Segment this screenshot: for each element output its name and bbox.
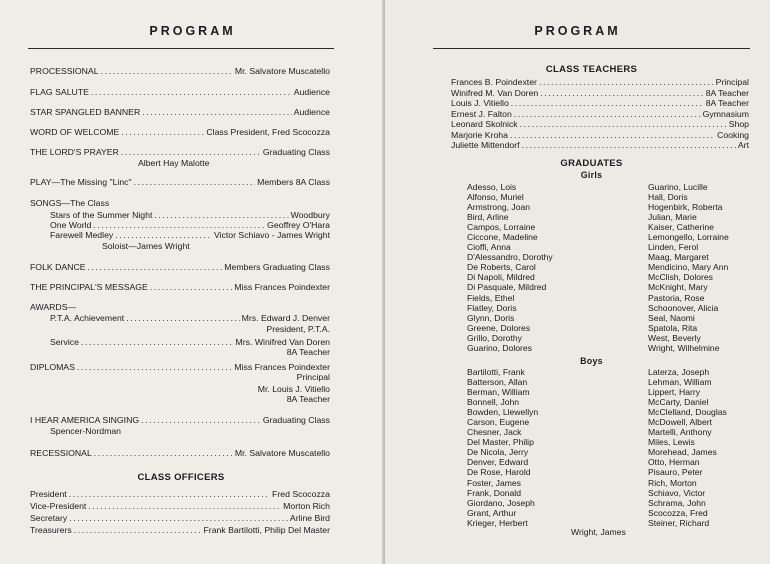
teacher-value: Gymnasium [702,108,749,119]
program-note: Albert Hay Malotte [138,158,210,168]
graduate-name: Hall, Doris [648,192,688,203]
teacher-value: Shop [728,119,749,129]
program-item-row [30,282,330,292]
graduate-name: McDowell, Albert [648,417,712,428]
teacher-row [451,119,749,129]
graduate-name: Alfonso, Muriel [467,192,524,203]
graduate-name: Ciccone, Madeline [467,232,538,243]
officer-value: Arline Bird [289,513,330,523]
graduate-name: Bartilotti, Frank [467,367,525,377]
graduate-name: Linden, Ferol [648,242,699,253]
graduate-name: Greene, Dolores [467,322,531,333]
program-item-value: Members Graduating Class [224,262,330,272]
officer-label: Secretary [30,513,68,523]
program-item-row [30,415,330,425]
graduate-name: Grant, Arthur [467,507,517,518]
graduate-name: Kaiser, Catherine [648,222,714,233]
graduate-name: Glynn, Doris [467,312,515,323]
graduate-name: Scocozza, Fred [648,507,708,518]
graduate-name: Maag, Margaret [648,252,709,263]
teachers-heading: CLASS TEACHERS [545,64,638,75]
graduate-name: Pastoria, Rose [648,292,705,303]
graduate-name: Seal, Naomi [648,312,695,323]
program-item-row [30,66,330,76]
girls-column-left [467,182,553,353]
program-note: Soloist—James Wright [102,241,190,251]
dot-leader [134,177,255,187]
dot-leader [540,88,703,98]
program-item-label: Farewell Medley [50,230,114,240]
dot-leader [77,362,232,372]
right-page [385,0,770,564]
program-item-label: One World [50,220,92,230]
program-item-label: PROCESSIONAL [30,66,99,76]
program-item-value: Audience [293,87,330,97]
heading-rule [433,48,750,49]
graduate-name: De Roberts, Carol [467,262,536,273]
program-credit: 8A Teacher [286,394,330,404]
dot-leader [126,313,239,323]
graduate-name: McKnight, Mary [648,282,708,293]
officer-label: Vice-President [30,501,87,511]
graduate-name: Batterson, Allan [467,377,528,388]
dot-leader [522,140,736,150]
graduate-name: Foster, James [467,477,521,488]
graduate-name: D'Alessandro, Dorothy [467,252,553,263]
boys-column-right [648,367,727,528]
dot-leader [81,337,234,347]
graduate-name: Armstrong, Joan [467,202,531,213]
program-item-value: Miss Frances Poindexter [234,282,330,292]
program-item-label: WORD OF WELCOME [30,127,120,137]
graduate-name: Guarino, Dolores [467,342,532,353]
program-item-label: RECESSIONAL [30,448,92,458]
graduate-name: McClelland, Douglas [648,407,727,418]
graduate-name: McClish, Dolores [648,272,713,283]
graduate-name: Chesner, Jack [467,427,522,438]
program-heading: AWARDS— [30,302,77,312]
dot-leader [88,501,281,511]
program-item-value: Class President, Fred Scocozza [206,127,330,137]
dot-leader [88,262,223,272]
graduate-name: Cioffi, Anna [467,242,511,253]
teacher-value: Cooking [717,129,749,140]
program-item-row [30,127,330,137]
graduate-name: Fields, Ethel [467,292,515,303]
graduate-name: Schoonover, Alicia [648,302,719,313]
officer-row [30,501,330,511]
graduate-name: Bonnell, John [467,397,520,408]
program-item-row [30,87,330,97]
graduate-name: Julian, Marie [648,212,697,223]
program-item-row [50,313,330,323]
officer-value: Morton Rich [283,501,330,511]
dot-leader [121,127,204,137]
dot-leader [514,109,701,119]
program-item-label: PLAY—The Missing "Linc" [30,177,132,187]
program-heading: SONGS—The Class [30,198,110,208]
program-item-value: Woodbury [290,210,330,220]
teacher-row [451,77,749,87]
teacher-label: Juliette Mittendorf [451,140,520,150]
graduate-name: Mendicino, Mary Ann [648,262,729,273]
program-item-value: Mrs. Winifred Van Doren [235,337,330,347]
dot-leader [150,282,233,292]
graduate-name: Bowden, Llewellyn [467,407,539,418]
program-item-label: FOLK DANCE [30,262,86,272]
program-item-label: THE LORD'S PRAYER [30,147,119,157]
teacher-row [451,88,749,98]
graduate-name: Krieger, Herbert [467,517,528,528]
dot-leader [511,98,704,108]
graduate-name: Otto, Herman [648,457,700,468]
dot-leader [520,119,727,129]
program-item-label: THE PRINCIPAL'S MESSAGE [30,282,148,292]
dot-leader [510,130,715,140]
program-note: Spencer-Nordman [50,426,121,436]
teacher-label: Marjorie Kroha [451,129,508,140]
teacher-row [451,130,749,140]
program-item-value: Mr. Salvatore Muscatello [234,448,330,458]
graduate-name: De Nicola, Jerry [467,447,529,458]
dot-leader [91,87,292,97]
officer-row [30,489,330,499]
program-item-value: Mr. Salvatore Muscatello [234,66,330,76]
graduate-name: Lemongello, Lorraine [648,232,729,243]
program-item-row [30,362,330,372]
graduate-name: Berman, William [467,387,530,398]
graduate-name: Grillo, Dorothy [467,332,522,343]
dot-leader [141,415,261,425]
graduate-name: Frank, Donald [467,487,521,498]
officer-label: President [30,489,67,499]
graduate-name: Rich, Morton [648,477,697,488]
teacher-value: Art [737,140,749,150]
teacher-label: Leonard Skolnick [451,119,518,129]
girls-column-right [648,182,729,353]
officer-row [30,525,330,535]
right-page-heading: PROGRAM [534,24,621,38]
program-item-value: Graduating Class [262,147,330,157]
graduate-name: Morehead, James [648,447,717,458]
graduate-name: Campos, Lorraine [467,222,536,233]
program-item-label: FLAG SALUTE [30,87,89,97]
program-item-label: Service [50,337,79,347]
program-credit: Principal [296,372,330,382]
graduates-heading: GRADUATES [560,158,623,169]
program-item-row [30,147,330,157]
dot-leader [115,230,212,240]
program-item-label: I HEAR AMERICA SINGING [30,415,140,425]
graduate-name: Del Master, Philip [467,437,534,448]
dot-leader [121,147,261,157]
dot-leader [93,220,265,230]
teacher-value: 8A Teacher [705,98,749,108]
graduate-name: Bird, Arline [467,212,509,223]
program-item-label: STAR SPANGLED BANNER [30,107,141,117]
graduate-name: Giordano, Joseph [467,497,535,508]
graduate-name: Di Napoli, Mildred [467,272,535,283]
dot-leader [69,489,270,499]
program-item-row [30,107,330,117]
program-item-row [50,230,330,240]
teacher-value: Principal [715,77,749,87]
graduate-name: Schiavo, Victor [648,487,706,498]
program-credit: Mr. Louis J. Vitiello [257,384,330,394]
dot-leader [142,107,292,117]
program-item-value: Geoffrey O'Hara [267,220,330,230]
officer-label: Treasurers [30,525,72,535]
graduate-name: Miles, Lewis [648,437,695,448]
officer-row [30,513,330,523]
graduate-name: Lehman, William [648,377,712,388]
teacher-label: Frances B. Poindexter [451,77,537,87]
graduate-name: Denver, Edward [467,457,529,468]
program-item-value: Victor Schiavo - James Wright [213,230,330,240]
program-item-value: Members 8A Class [257,177,330,187]
dot-leader [69,513,288,523]
program-credit: President, P.T.A. [266,324,330,334]
program-item-row [30,262,330,272]
graduate-name: Di Pasquale, Mildred [467,282,547,293]
program-credit: 8A Teacher [286,347,330,357]
graduate-name: Pisauro, Peter [648,467,703,478]
graduate-name: Steiner, Richard [648,517,710,528]
teacher-row [451,109,749,119]
graduate-name: Guarino, Lucille [648,182,708,192]
officers-heading: CLASS OFFICERS [137,472,225,483]
graduate-name: Flatley, Doris [467,302,517,313]
graduate-name: Hogenbirk, Roberta [648,202,723,213]
program-item-row [30,448,330,458]
graduate-name: Carson, Eugene [467,417,530,428]
teacher-label: Ernest J. Falton [451,108,512,119]
graduate-name: Spatola, Rita [648,322,698,333]
dot-leader [154,210,288,220]
program-item-label: DIPLOMAS [30,362,75,372]
heading-rule [28,48,334,49]
girls-heading: Girls [580,170,603,180]
graduate-name: West, Beverly [648,332,701,343]
program-item-value: Mrs. Edward J. Denver [241,313,330,323]
program-item-row [50,337,330,347]
program-item-label: Stars of the Summer Night [50,210,153,220]
program-item-label: P.T.A. Achievement [50,313,125,323]
graduate-name: Schrama, John [648,497,706,508]
officer-value: Fred Scocozza [272,489,330,499]
graduate-name: De Rose, Harold [467,467,531,478]
teacher-label: Winifred M. Van Doren [451,87,539,98]
graduate-name: Martelli, Anthony [648,427,712,438]
teacher-label: Louis J. Vitiello [451,98,509,108]
teacher-row [451,140,749,150]
teacher-value: 8A Teacher [705,87,749,98]
program-item-value: Graduating Class [262,415,330,425]
dot-leader [539,77,714,87]
program-item-row [50,220,330,230]
teacher-row [451,98,749,108]
graduate-name: Wright, Wilhelmine [648,342,720,353]
graduate-name: Lippert, Harry [648,387,701,398]
last-graduate: Wright, James [571,527,626,537]
boys-heading: Boys [580,356,603,366]
graduate-name: Laterza, Joseph [648,367,710,377]
left-page-heading: PROGRAM [149,24,236,38]
boys-column-left [467,367,538,528]
officer-value: Frank Bartilotti, Philip Del Master [203,525,330,535]
program-item-value: Miss Frances Poindexter [234,362,330,372]
program-item-row [30,177,330,187]
dot-leader [74,525,202,535]
graduate-name: McCarty, Daniel [648,397,709,408]
graduate-name: Adesso, Lois [467,182,517,192]
dot-leader [101,66,233,76]
program-item-row [50,210,330,220]
dot-leader [94,448,233,458]
program-item-value: Audience [293,107,330,117]
